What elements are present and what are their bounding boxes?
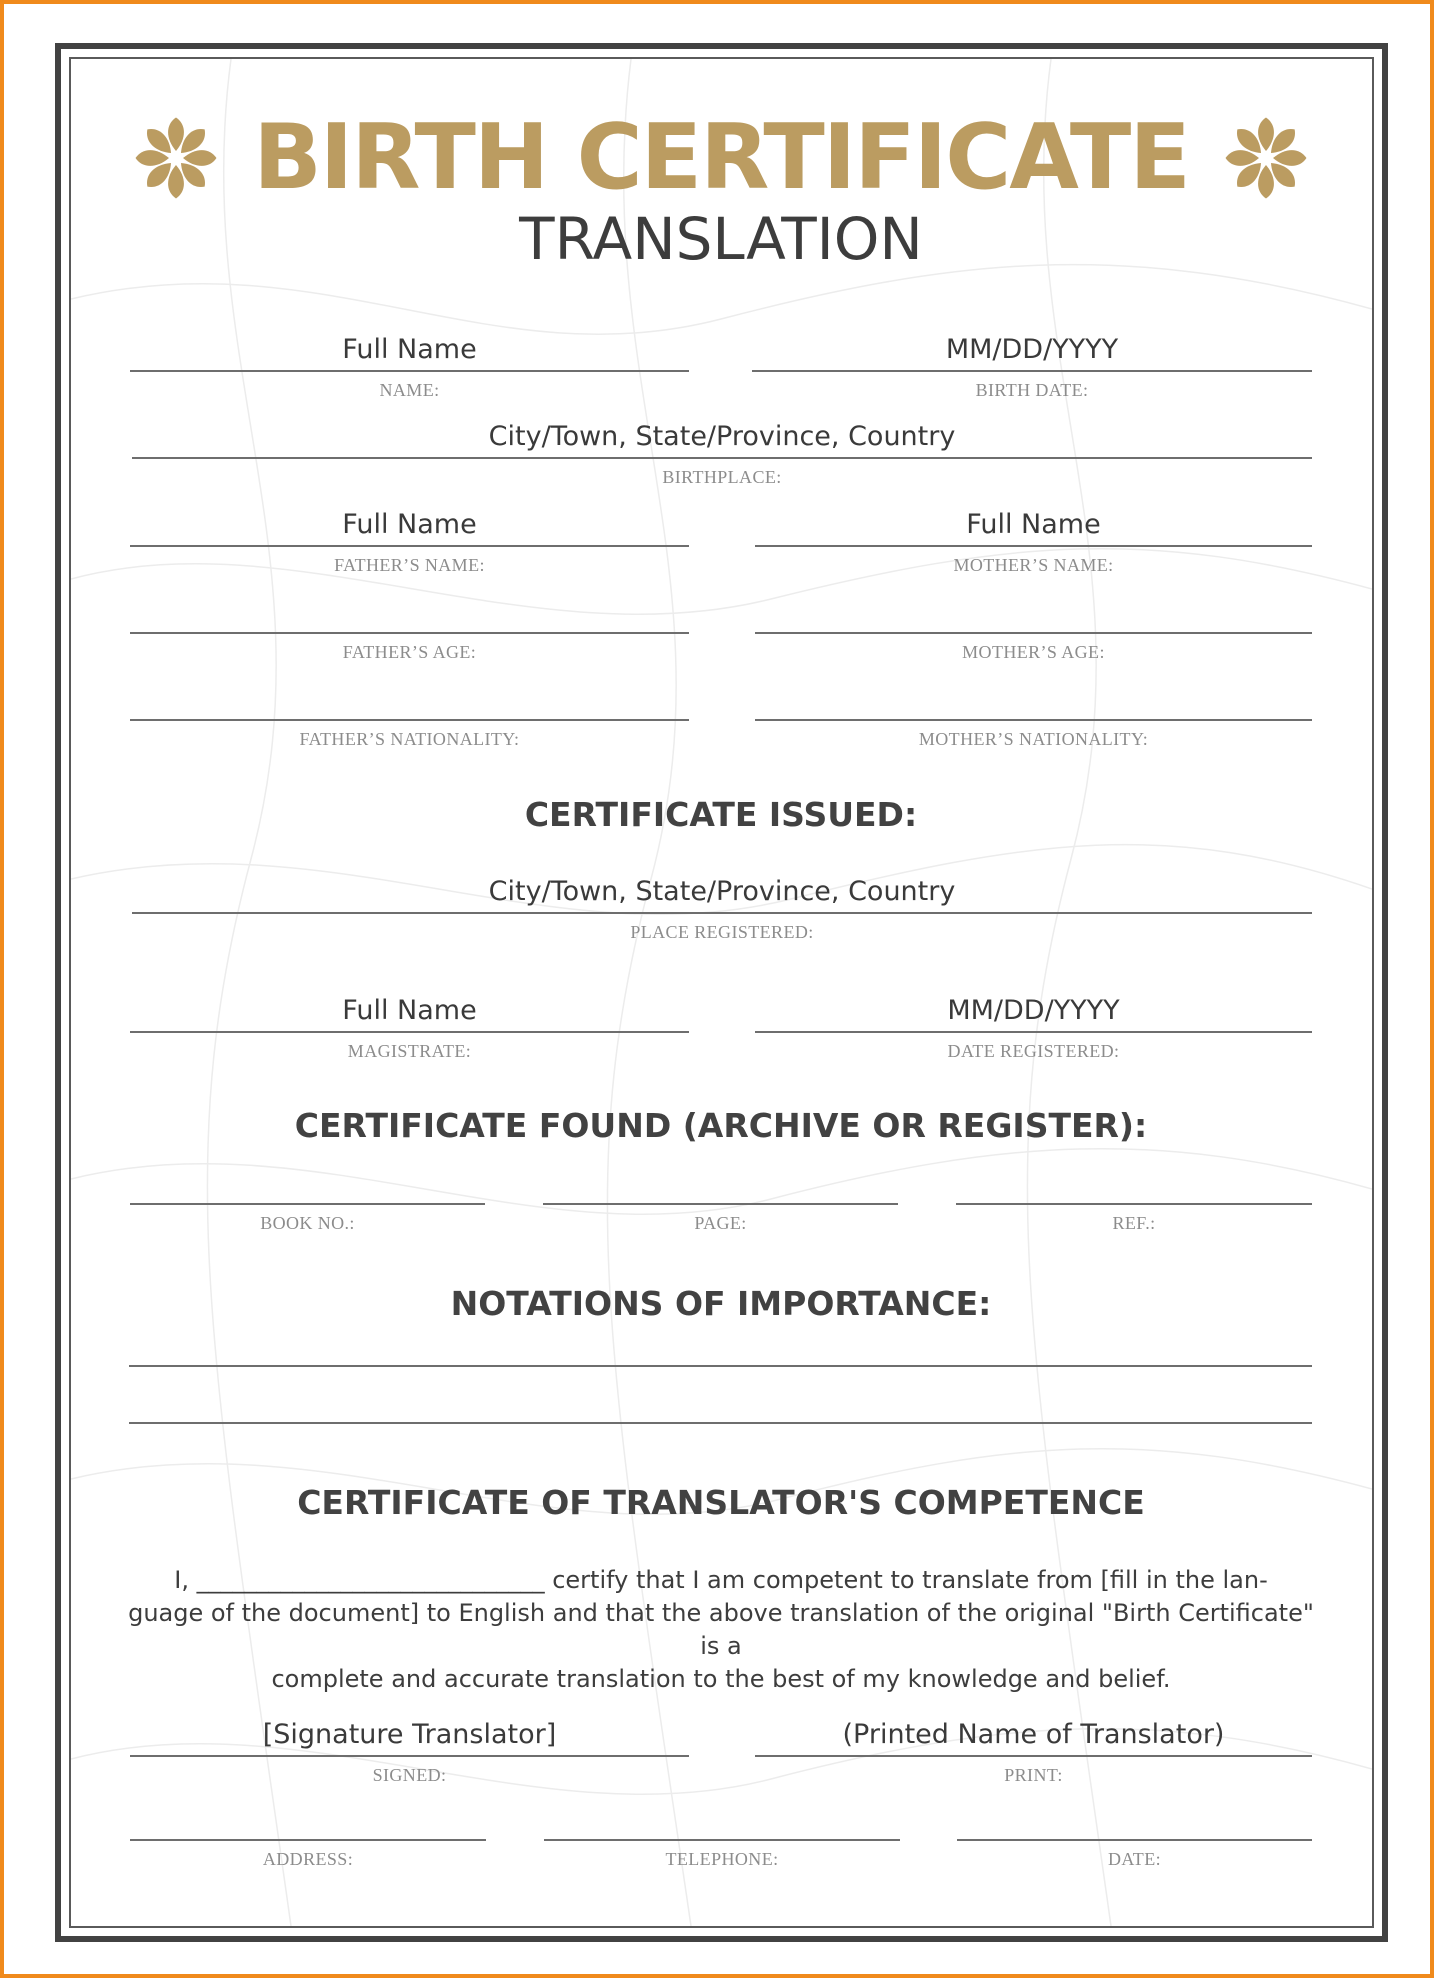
book-no-label: BOOK NO.: (260, 1213, 355, 1233)
telephone-label: TELEPHONE: (665, 1849, 779, 1869)
date-label: DATE: (1108, 1849, 1161, 1869)
father-nationality-label: FATHER’S NATIONALITY: (299, 729, 520, 749)
ref-label: REF.: (1112, 1213, 1156, 1233)
father-name-value[interactable]: Full Name (130, 505, 689, 547)
mother-age-field[interactable] (755, 592, 1312, 663)
telephone-value[interactable] (544, 1799, 900, 1841)
competence-statement-line: complete and accurate translation to the best of my knowledge and belief. (271, 1665, 1171, 1693)
date-registered-label: DATE REGISTERED: (947, 1041, 1120, 1061)
page-field[interactable] (543, 1163, 898, 1234)
competence-statement-line: guage of the document] to English and that the above translation of the original "Birth Certificate" is a (128, 1599, 1314, 1660)
address-label: ADDRESS: (262, 1849, 354, 1869)
signature-value[interactable]: [Signature Translator] (130, 1715, 689, 1757)
father-age-value[interactable] (130, 592, 689, 634)
print-field[interactable] (755, 1715, 1312, 1786)
print-label: PRINT: (1004, 1765, 1063, 1785)
name-field[interactable] (130, 330, 689, 401)
magistrate-value[interactable]: Full Name (130, 991, 689, 1033)
magistrate-field[interactable] (130, 991, 689, 1062)
mother-age-label: MOTHER’S AGE: (962, 642, 1105, 662)
mother-nationality-field[interactable] (755, 679, 1312, 750)
page-label: PAGE: (694, 1213, 747, 1233)
date-field[interactable] (957, 1799, 1312, 1870)
address-value[interactable] (130, 1799, 486, 1841)
date-value[interactable] (957, 1799, 1312, 1841)
mother-nationality-label: MOTHER’S NATIONALITY: (918, 729, 1149, 749)
notation-line[interactable] (129, 1422, 1312, 1424)
birthplace-label: BIRTHPLACE: (662, 467, 782, 487)
birthplace-field[interactable] (132, 417, 1312, 488)
magistrate-label: MAGISTRATE: (347, 1041, 472, 1061)
notations-heading: NOTATIONS OF IMPORTANCE: (450, 1284, 992, 1323)
book-no-value[interactable] (130, 1163, 485, 1205)
mother-name-value[interactable]: Full Name (755, 505, 1312, 547)
telephone-field[interactable] (544, 1799, 900, 1870)
competence-statement (122, 1564, 1320, 1696)
place-registered-field[interactable] (132, 872, 1312, 943)
father-name-field[interactable] (130, 505, 689, 576)
competence-heading: CERTIFICATE OF TRANSLATOR'S COMPETENCE (297, 1483, 1145, 1522)
ref-field[interactable] (956, 1163, 1312, 1234)
date-registered-value[interactable]: MM/DD/YYYY (755, 991, 1312, 1033)
printed-name-value[interactable]: (Printed Name of Translator) (755, 1715, 1312, 1757)
signed-label: SIGNED: (372, 1765, 447, 1785)
mother-name-field[interactable] (755, 505, 1312, 576)
father-age-label: FATHER’S AGE: (342, 642, 477, 662)
certificate-issued-heading: CERTIFICATE ISSUED: (524, 795, 918, 834)
birth-date-value[interactable]: MM/DD/YYYY (752, 330, 1312, 372)
date-registered-field[interactable] (755, 991, 1312, 1062)
birth-date-field[interactable] (752, 330, 1312, 401)
mother-age-value[interactable] (755, 592, 1312, 634)
mother-name-label: MOTHER’S NAME: (953, 555, 1114, 575)
birthplace-value[interactable]: City/Town, State/Province, Country (132, 417, 1312, 459)
document-title: BIRTH CERTIFICATE (253, 105, 1189, 210)
name-value[interactable]: Full Name (130, 330, 689, 372)
address-field[interactable] (130, 1799, 486, 1870)
father-name-label: FATHER’S NAME: (334, 555, 485, 575)
father-nationality-field[interactable] (130, 679, 689, 750)
notation-line[interactable] (129, 1365, 1312, 1367)
father-age-field[interactable] (130, 592, 689, 663)
place-registered-value[interactable]: City/Town, State/Province, Country (132, 872, 1312, 914)
father-nationality-value[interactable] (130, 679, 689, 721)
certificate-found-heading: CERTIFICATE FOUND (ARCHIVE OR REGISTER): (294, 1106, 1148, 1145)
page-value[interactable] (543, 1163, 898, 1205)
signed-field[interactable] (130, 1715, 689, 1786)
book-no-field[interactable] (130, 1163, 485, 1234)
document-subtitle: TRANSLATION (519, 205, 923, 273)
ref-value[interactable] (956, 1163, 1312, 1205)
competence-statement-line: I, _____________________________ certify that I am competent to translate from [fill in the lan- (174, 1566, 1268, 1594)
birth-date-label: BIRTH DATE: (975, 380, 1089, 400)
place-registered-label: PLACE REGISTERED: (630, 922, 814, 942)
name-label: NAME: (379, 380, 440, 400)
mother-nationality-value[interactable] (755, 679, 1312, 721)
